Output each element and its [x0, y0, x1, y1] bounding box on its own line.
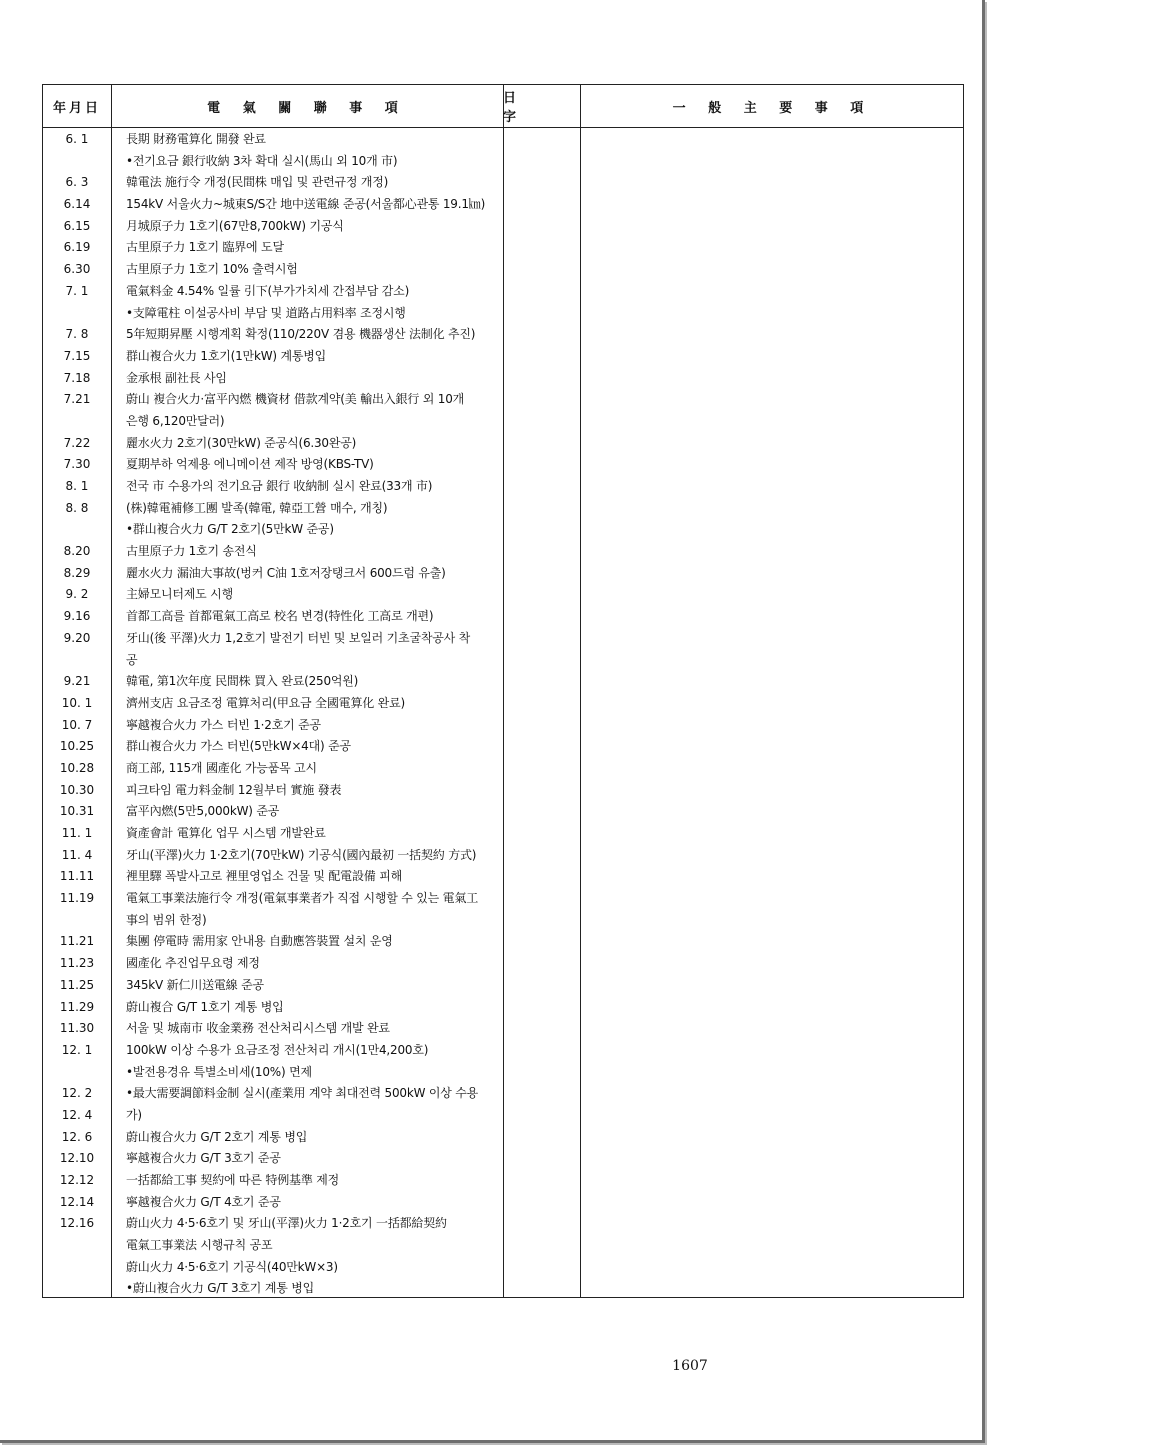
table-row [43, 324, 503, 346]
table-row [43, 194, 503, 216]
history-table [42, 84, 964, 1298]
row-date: 6. 1 [65, 132, 89, 146]
row-date: 12. 1 [61, 1042, 93, 1057]
table-row [43, 1278, 503, 1300]
row-date: 11.21 [59, 934, 95, 949]
table-row [43, 584, 503, 606]
row-date: 11.11 [59, 869, 95, 884]
row-date: 11.29 [59, 999, 95, 1014]
table-row [43, 151, 503, 173]
row-text: 濟州支店 요금조정 電算처리(甲요금 全國電算化 완료) [126, 695, 405, 710]
row-date: 12.16 [59, 1216, 95, 1231]
table-row [43, 1040, 503, 1062]
table-body [43, 129, 503, 1300]
row-text: 蔚山複合 G/T 1호기 계통 병입 [126, 999, 284, 1014]
table-row [43, 931, 503, 953]
row-date: 8. 8 [65, 500, 89, 515]
row-text: 은행 6,120만달러) [126, 413, 225, 428]
viewer-background [988, 0, 1175, 1446]
row-text: 寧越複合火力 가스 터빈 1·2호기 준공 [126, 717, 321, 732]
table-row [43, 693, 503, 715]
row-date: 11.30 [59, 1021, 95, 1036]
row-text: 전국 市 수용가의 전기요금 銀行 收納制 실시 완료(33개 市) [126, 479, 433, 493]
row-text: 寧越複合火力 G/T 4호기 준공 [126, 1194, 281, 1209]
row-date: 11. 4 [61, 847, 93, 862]
column-divider [580, 85, 581, 1297]
row-text: 5年短期昇壓 시행계획 확정(110/220V 겸용 機器생산 法制化 추진) [126, 327, 476, 342]
row-text: 電氣工事業法 시행규칙 공포 [126, 1238, 273, 1253]
row-text: (株)韓電補修工團 발족(韓電, 韓亞工營 매수, 개칭) [126, 500, 388, 515]
row-text: 古里原子力 1호기 송전식 [126, 544, 257, 559]
table-row [43, 1192, 503, 1214]
table-row [43, 1083, 503, 1105]
row-text: •발전용경유 특별소비세(10%) 면제 [126, 1064, 312, 1079]
row-text: 事의 범위 한정) [126, 912, 207, 927]
table-row [43, 476, 503, 498]
header-date: 年月日 [52, 100, 101, 116]
row-date: 11.19 [59, 891, 95, 906]
row-text: •支障電柱 이설공사비 부담 및 道路占用料率 조정시행 [126, 305, 406, 320]
row-date: 6.19 [63, 240, 91, 255]
table-row [43, 823, 503, 845]
table-row [43, 303, 503, 325]
row-text: 韓電, 第1次年度 民間株 買入 완료(250억원) [126, 674, 359, 689]
row-date: 10. 7 [61, 717, 93, 732]
table-row [43, 433, 503, 455]
table-row [43, 346, 503, 368]
table-row [43, 736, 503, 758]
row-date: 9. 2 [65, 587, 89, 602]
row-text: 蔚山複合火力 G/T 2호기 계통 병입 [126, 1129, 308, 1144]
header-day: 日 字 [503, 91, 541, 125]
row-text: 麗水火力 2호기(30만kW) 준공식(6.30완공) [126, 435, 357, 450]
table-row [43, 281, 503, 303]
row-date: 12. 2 [61, 1086, 93, 1101]
table-row [43, 129, 503, 151]
row-text: 가) [126, 1107, 142, 1122]
row-text: 蔚山火力 4·5·6호기 및 牙山(平澤)火力 1·2호기 一括都給契約 [126, 1216, 447, 1231]
row-text: 電氣料金 4.54% 일률 引下(부가가치세 간접부담 감소) [126, 283, 410, 298]
table-row [43, 866, 503, 888]
table-row [43, 1148, 503, 1170]
table-row [43, 541, 503, 563]
row-text: 韓電法 施行令 개정(民間株 매입 및 관련규정 개정) [126, 175, 389, 190]
row-text: 國產化 추진업무요령 제정 [126, 956, 260, 971]
row-date: 12. 4 [61, 1107, 93, 1122]
row-date: 12.12 [59, 1173, 95, 1187]
row-text: 서울 및 城南市 收金業務 전산처리시스템 개발 완료 [126, 1021, 390, 1036]
row-text: 集團 停電時 需用家 안내용 自動應答裝置 설치 운영 [126, 934, 393, 949]
row-text: 154kV 서울火力~城東S/S간 地中送電線 준공(서울都心관통 19.1㎞) [126, 197, 486, 212]
row-date: 6.30 [63, 262, 91, 277]
table-row [43, 563, 503, 585]
table-row [43, 953, 503, 975]
row-text: 群山複合火力 가스 터빈(5만kW×4대) 준공 [126, 739, 351, 754]
page-number: 1607 [672, 1358, 708, 1374]
table-row [43, 671, 503, 693]
table-row [43, 997, 503, 1019]
row-date: 10.25 [59, 739, 95, 754]
table-row [43, 801, 503, 823]
row-date: 11.25 [59, 977, 95, 992]
row-text: 蔚山火力 4·5·6호기 기공식(40만kW×3) [126, 1259, 338, 1274]
table-row [43, 1213, 503, 1235]
table-row [43, 910, 503, 932]
table-row [43, 454, 503, 476]
row-text: 牙山(平澤)火力 1·2호기(70만kW) 기공식(國內最初 一括契約 方式) [126, 847, 477, 862]
row-text: 牙山(後 平澤)火力 1,2호기 발전기 터빈 및 보일러 기초굴착공사 착 [126, 630, 471, 645]
row-date: 11. 1 [61, 826, 93, 840]
row-text: 資產會計 電算化 업무 시스템 개발완료 [126, 826, 326, 840]
row-date: 10.30 [59, 782, 95, 797]
table-row [43, 1235, 503, 1257]
row-text: 月城原子力 1호기(67만8,700kW) 기공식 [126, 218, 344, 233]
row-date: 7.22 [63, 435, 91, 450]
table-row [43, 628, 503, 650]
table-row [43, 650, 503, 672]
row-date: 7.18 [63, 370, 91, 385]
row-date: 10.28 [59, 760, 95, 775]
row-date: 8.20 [63, 544, 91, 559]
table-row [43, 259, 503, 281]
table-row [43, 758, 503, 780]
table-row [43, 389, 503, 411]
row-text: 電氣工事業法施行令 개정(電氣事業者가 직접 시행할 수 있는 電氣工 [126, 891, 479, 906]
row-text: 裡里驛 폭발사고로 裡里영업소 건물 및 配電設備 피해 [126, 869, 402, 884]
row-date: 6.14 [63, 197, 91, 212]
row-date: 7.15 [63, 348, 91, 363]
row-date: 9.21 [63, 674, 91, 689]
header-electric-matters: 電 氣 關 聯 事 項 [207, 100, 407, 116]
row-text: 蔚山 複合火力·富平內燃 機資材 借款계약(美 輸出入銀行 외 10개 [126, 392, 465, 407]
table-row [43, 780, 503, 802]
row-date: 8.29 [63, 565, 91, 580]
row-date: 7.21 [63, 392, 91, 407]
row-date: 11.23 [59, 956, 95, 971]
table-row [43, 368, 503, 390]
row-date: 7. 1 [65, 283, 89, 298]
row-text: 夏期부하 억제용 에니메이션 제작 방영(KBS-TV) [126, 457, 374, 472]
row-text: •蔚山複合火力 G/T 3호기 계통 병입 [126, 1281, 314, 1296]
row-date: 9.20 [63, 630, 91, 645]
table-row [43, 411, 503, 433]
row-text: •最大需要調節料金制 실시(產業用 계약 최대전력 500kW 이상 수용 [126, 1086, 479, 1101]
table-row [43, 1105, 503, 1127]
row-date: 12.14 [59, 1194, 95, 1209]
row-date: 7. 8 [65, 327, 89, 342]
row-text: 主婦모니터제도 시행 [126, 587, 233, 602]
table-row [43, 237, 503, 259]
column-divider [503, 85, 504, 1297]
table-row [43, 1127, 503, 1149]
row-text: 金承根 副社長 사임 [126, 370, 227, 385]
table-row [43, 1018, 503, 1040]
row-date: 6. 3 [65, 175, 89, 190]
row-text: 寧越複合火力 G/T 3호기 준공 [126, 1151, 281, 1166]
row-text: 商工部, 115개 國產化 가능품목 고시 [126, 760, 317, 775]
table-row [43, 216, 503, 238]
row-text: 古里原子力 1호기 臨界에 도달 [126, 240, 284, 255]
table-row [43, 1170, 503, 1192]
row-text: 100kW 이상 수용가 요금조정 전산처리 개시(1만4,200호) [126, 1042, 429, 1057]
row-text: 一括都給工事 契約에 따른 特例基準 제정 [126, 1173, 340, 1187]
row-text: 古里原子力 1호기 10% 출력시험 [126, 262, 298, 277]
row-date: 10.31 [59, 804, 95, 819]
row-text: 공 [126, 652, 138, 667]
row-text: 群山複合火力 1호기(1만kW) 계통병입 [126, 348, 327, 363]
table-row [43, 845, 503, 867]
table-row [43, 172, 503, 194]
row-date: 9.16 [63, 609, 91, 624]
row-text: 首都工高를 首都電氣工高로 校名 변경(特性化 工高로 개편) [126, 609, 434, 624]
table-row [43, 519, 503, 541]
table-row [43, 1062, 503, 1084]
table-row [43, 606, 503, 628]
table-row [43, 498, 503, 520]
row-text: 345kV 新仁川送電線 준공 [126, 977, 264, 992]
table-row [43, 715, 503, 737]
row-date: 8. 1 [65, 479, 89, 493]
row-text: 長期 財務電算化 開發 완료 [126, 132, 266, 146]
row-text: •전기요금 銀行收納 3차 확대 실시(馬山 외 10개 市) [126, 153, 398, 168]
row-text: •群山複合火力 G/T 2호기(5만kW 준공) [126, 522, 334, 537]
header-general-matters: 一 般 主 要 事 項 [672, 100, 873, 116]
row-date: 6.15 [63, 218, 91, 233]
table-row [43, 975, 503, 997]
row-text: 麗水火力 漏油大事故(벙커 C油 1호저장탱크서 600드럼 유출) [126, 565, 446, 580]
row-date: 12. 6 [61, 1129, 93, 1144]
row-date: 7.30 [63, 457, 91, 472]
row-date: 10. 1 [61, 695, 93, 710]
row-date: 12.10 [59, 1151, 95, 1166]
table-row [43, 888, 503, 910]
row-text: 富平內燃(5만5,000kW) 준공 [126, 804, 280, 819]
table-row [43, 1257, 503, 1279]
row-text: 피크타임 電力料金制 12월부터 實施 發表 [126, 782, 342, 797]
